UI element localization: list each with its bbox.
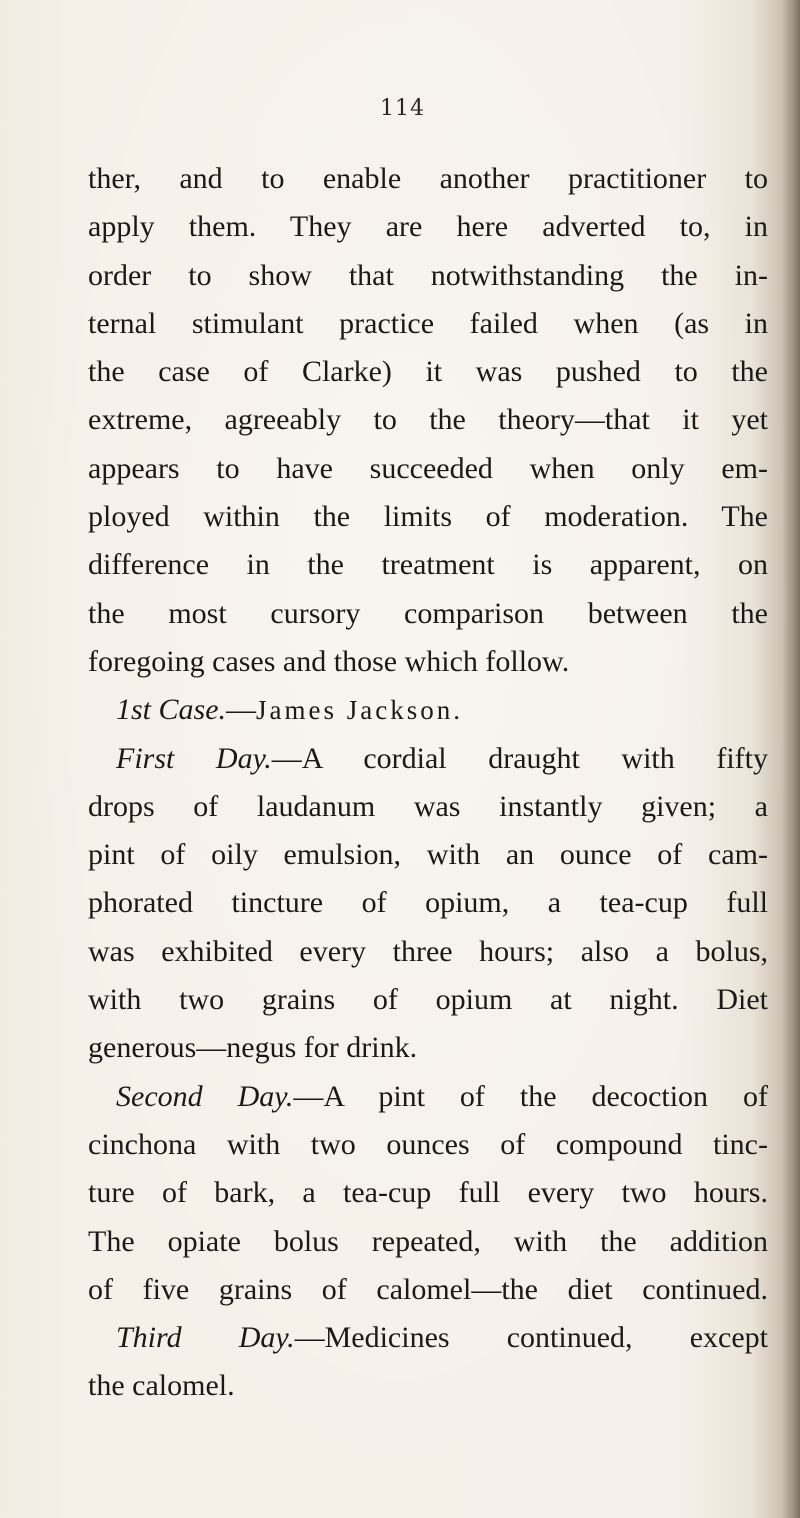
text-line: generous—negus for drink. <box>88 1031 418 1065</box>
text-line: ture of bark, a tea-cup full every two hours. <box>88 1176 768 1210</box>
second-day-text: —A pint of the decoction of <box>293 1079 768 1113</box>
page-number: 114 <box>380 96 425 121</box>
text-line: drops of laudanum was instantly given; a <box>88 789 768 823</box>
text-line: The opiate bolus repeated, with the addition <box>88 1224 768 1258</box>
second-day-label: Second Day. <box>116 1079 294 1113</box>
text-line: phorated tincture of opium, a tea-cup full <box>88 886 768 920</box>
text-line: of five grains of calomel—the diet continued. <box>88 1272 768 1306</box>
page-body-text <box>88 155 768 1411</box>
page-edge-shadow <box>782 0 800 1518</box>
text-line: ther, and to enable another practitioner to <box>88 162 768 195</box>
text-line: pint of oily emulsion, with an ounce of cam- <box>88 838 768 872</box>
second-day-heading-line <box>88 1073 768 1121</box>
first-day-label: First Day. <box>116 741 272 775</box>
text-line: the case of Clarke) it was pushed to the <box>88 355 768 389</box>
text-line: ployed within the limits of moderation. The <box>88 500 768 534</box>
text-line: cinchona with two ounces of compound tinc- <box>88 1127 768 1161</box>
text-line: foregoing cases and those which follow. <box>88 644 570 678</box>
text-line: with two grains of opium at night. Diet <box>88 983 768 1017</box>
text-line: the most cursory comparison between the <box>88 596 768 630</box>
text-line: extreme, agreeably to the theory—that it yet <box>88 403 768 437</box>
text-line: ternal stimulant practice failed when (as in <box>88 306 768 340</box>
third-day-text: —Medicines continued, except <box>294 1321 768 1355</box>
text-line: apply them. They are here adverted to, in <box>88 210 768 244</box>
text-line: the calomel. <box>88 1369 235 1403</box>
text-line: appears to have succeeded when only em- <box>88 451 768 485</box>
first-day-text: —A cordial draught with fifty <box>271 741 768 775</box>
case-patient-name: James Jackson. <box>256 695 463 726</box>
case-label: 1st Case. <box>116 693 227 727</box>
third-day-heading-line <box>88 1314 768 1362</box>
third-day-label: Third Day. <box>116 1321 295 1355</box>
text-line: order to show that notwithstanding the in- <box>88 258 768 292</box>
text-line: difference in the treatment is apparent, on <box>88 548 768 582</box>
case-dash: — <box>226 693 257 727</box>
first-day-heading-line <box>88 735 768 783</box>
text-line: was exhibited every three hours; also a bolus, <box>88 934 768 968</box>
case-heading <box>88 686 768 734</box>
